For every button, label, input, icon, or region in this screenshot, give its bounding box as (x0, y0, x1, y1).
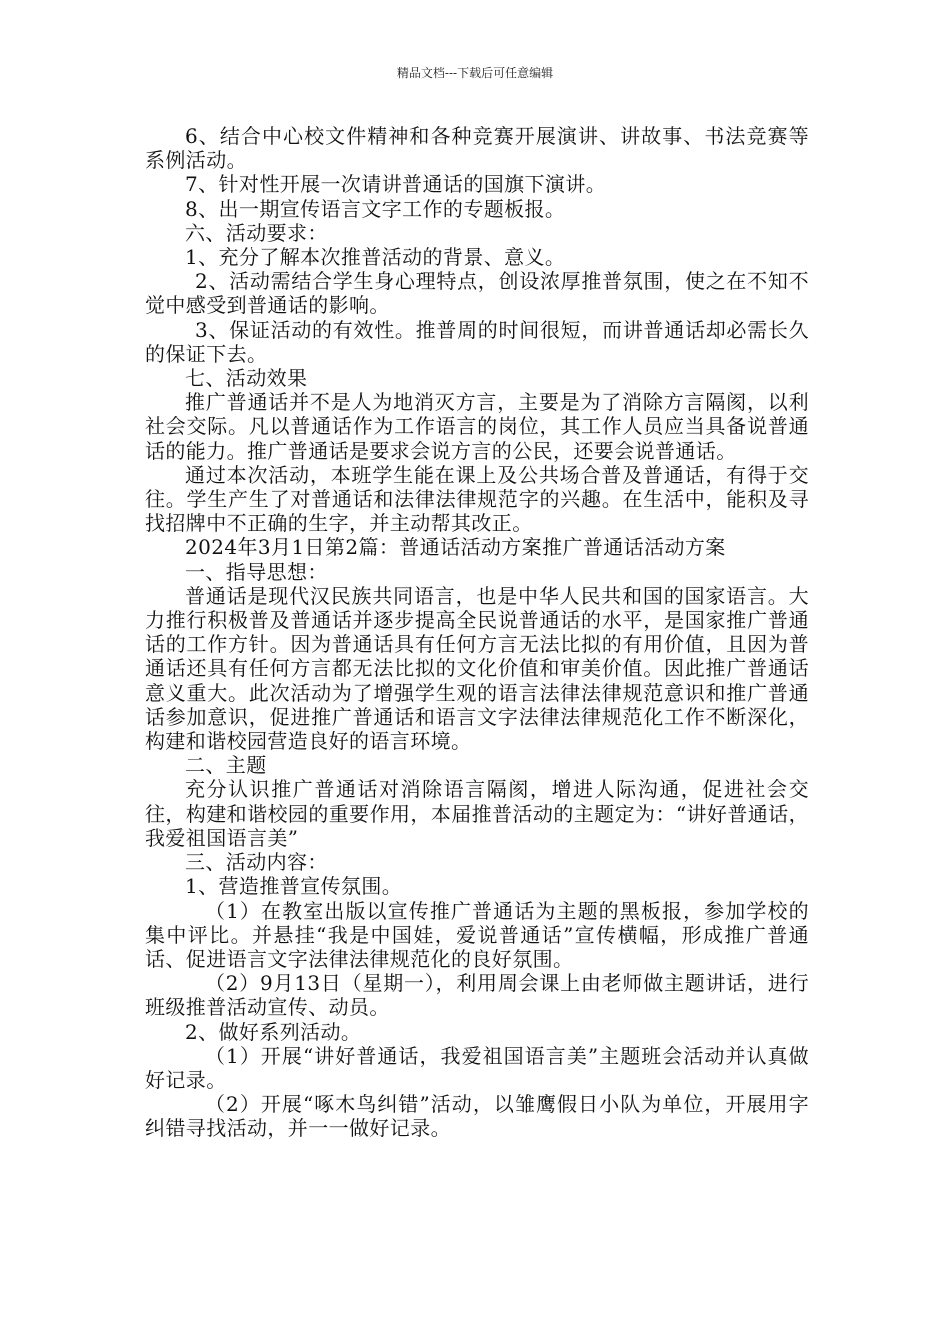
paragraph: 通过本次活动，本班学生能在课上及公共场合普及普通话，有得于交往。学生产生了对普通话和法律法律规范字的兴趣。在生活中，能积及寻找招牌中不正确的生字，并主动帮其改正。 (145, 462, 809, 536)
paragraph: 3、保证活动的有效性。推普周的时间很短，而讲普通话却必需长久的保证下去。 (145, 317, 809, 366)
paragraph: 1、充分了解本次推普活动的背景、意义。 (185, 245, 566, 270)
section-heading: 二、主题 (185, 753, 267, 778)
document-body (145, 124, 809, 1141)
paragraph: 8、出一期宣传语言文字工作的专题板报。 (185, 196, 566, 221)
paragraph: （1）在教室出版以宣传推广普通话为主题的黑板报，参加学校的集中评比。并悬挂“我是中国娃，爱说普通话”宣传横幅，形成推广普通话、促进语言文字法律法律规范化的良好氛围。 (145, 898, 809, 971)
paragraph: （1）开展“讲好普通话，我爱祖国语言美”主题班会活动并认真做好记录。 (145, 1043, 809, 1092)
page-header: 精品文档---下载后可任意编辑 (396, 66, 554, 80)
section-heading: 七、活动效果 (185, 366, 308, 391)
paragraph: 2024年3月1日第2篇：普通话活动方案推广普通话活动方案 (185, 535, 726, 560)
section-heading: 三、活动内容： (185, 850, 328, 875)
paragraph: 推广普通话并不是人为地消灭方言，主要是为了消除方言隔阂，以利社会交际。凡以普通话作为工作语言的岗位，其工作人员应当具备说普通话的能力。推广普通话是要求会说方言的公民，还要会说普通话。 (145, 390, 809, 463)
paragraph: 6、结合中心校文件精神和各种竞赛开展演讲、讲故事、书法竞赛等系例活动。 (145, 124, 809, 173)
paragraph: （2）开展“啄木鸟纠错”活动，以雏鹰假日小队为单位，开展用字纠错寻找活动，并一一做好记录。 (145, 1092, 809, 1141)
section-heading: 一、指导思想： (185, 559, 328, 584)
paragraph: 普通话是现代汉民族共同语言，也是中华人民共和国的国家语言。大力推行积极普及普通话并逐步提高全民说普通话的水平，是国家推广普通话的工作方针。因为普通话具有任何方言无法比拟的有用价值，且因为普通话还具有任何方言都无法比拟的文化价值和审美价值。因此推广普通话意义重大。此次活动为了增强学生观的语言法律法律规范意识和推广普通话参加意识，促进推广普通话和语言文字法律法律规范化工作不断深化，构建和谐校园营造良好的语言环境。 (145, 583, 809, 754)
paragraph: 2、活动需结合学生身心理特点，创设浓厚推普氛围，使之在不知不觉中感受到普通话的影响。 (145, 269, 809, 318)
paragraph: 2、做好系列活动。 (185, 1019, 362, 1044)
paragraph: 7、针对性开展一次请讲普通话的国旗下演讲。 (185, 172, 607, 197)
paragraph: （2）9月13日（星期一），利用周会课上由老师做主题讲话，进行班级推普活动宣传、动员。 (145, 971, 809, 1020)
paragraph: 1、营造推普宣传氛围。 (185, 874, 403, 899)
section-heading: 六、活动要求： (185, 220, 328, 245)
paragraph: 充分认识推广普通话对消除语言隔阂，增进人际沟通，促进社会交往，构建和谐校园的重要作用，本届推普活动的主题定为：“讲好普通话，我爱祖国语言美” (145, 777, 809, 850)
